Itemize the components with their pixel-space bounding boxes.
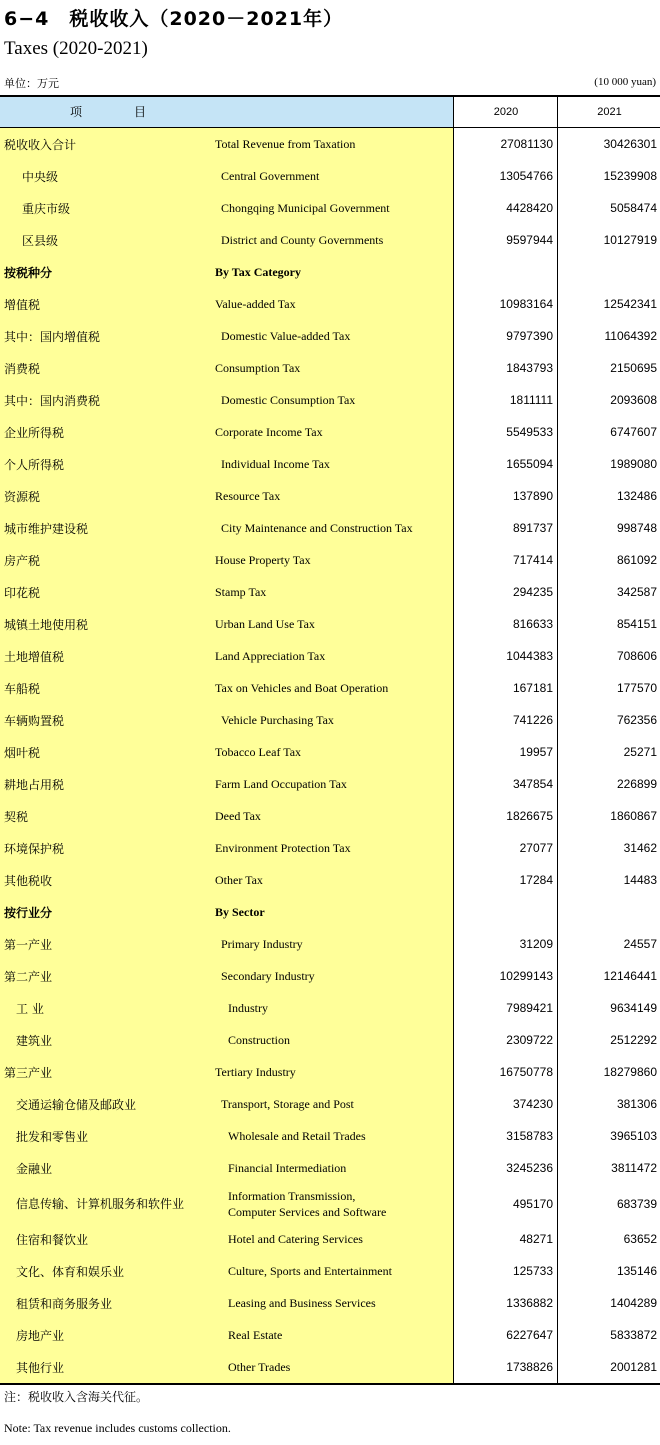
row-label-en: Stamp Tax [215, 585, 267, 599]
table-row [0, 704, 660, 736]
table-row [0, 1088, 660, 1120]
value-2020: 741226 [512, 713, 553, 727]
value-2021: 381306 [616, 1097, 657, 1111]
row-label-zh: 第二产业 [4, 969, 53, 984]
row-label-en: Deed Tax [215, 809, 261, 823]
table-row [0, 1184, 660, 1223]
row-label-zh: 按税种分 [4, 265, 53, 280]
unit-label-zh: 单位：万元 [4, 77, 59, 90]
header-2020: 2020 [453, 97, 558, 127]
table-row [0, 1120, 660, 1152]
row-label-zh: 烟叶税 [4, 745, 41, 760]
table-row [0, 928, 660, 960]
table-row [0, 320, 660, 352]
row-label-en: Secondary Industry [221, 969, 315, 983]
value-2020: 10299143 [499, 969, 553, 983]
table-row [0, 576, 660, 608]
value-2021: 861092 [616, 553, 657, 567]
row-label-en: Transport, Storage and Post [221, 1097, 354, 1111]
table-row [0, 640, 660, 672]
row-label-zh: 第一产业 [4, 937, 53, 952]
table-row [0, 192, 660, 224]
value-2020: 9597944 [506, 233, 553, 247]
value-2020: 374230 [512, 1097, 553, 1111]
value-2020: 9797390 [506, 329, 553, 343]
table-body [0, 128, 660, 1383]
value-2020: 167181 [512, 681, 553, 695]
row-label-en: City Maintenance and Construction Tax [221, 521, 413, 535]
row-label-zh: 其中：国内增值税 [4, 329, 101, 344]
value-2020: 495170 [512, 1196, 553, 1211]
page-title: 6−4 税收收入（2020－2021年） [4, 8, 344, 30]
row-label-en: Domestic Consumption Tax [221, 393, 356, 407]
value-2020: 1336882 [506, 1296, 553, 1310]
row-label-zh: 批发和零售业 [16, 1129, 89, 1144]
value-2021: 1989080 [610, 457, 657, 471]
row-label-zh: 第三产业 [4, 1065, 53, 1080]
row-label-en: Other Tax [215, 873, 263, 887]
tax-table [0, 95, 660, 1385]
table-row [0, 1255, 660, 1287]
value-2021: 24557 [623, 937, 657, 951]
row-label-en: Culture, Sports and Entertainment [228, 1264, 392, 1278]
value-2021: 31462 [623, 841, 657, 855]
table-header [0, 97, 660, 128]
row-label-en: Tobacco Leaf Tax [215, 745, 302, 759]
value-2021: 2001281 [610, 1360, 657, 1374]
table-row [0, 672, 660, 704]
value-2021: 18279860 [603, 1065, 657, 1079]
row-label-zh: 环境保护税 [4, 841, 65, 856]
row-label-zh: 车船税 [4, 681, 41, 696]
table-row [0, 768, 660, 800]
value-2020: 31209 [519, 937, 553, 951]
value-2021: 998748 [616, 521, 657, 535]
row-label-zh: 住宿和餐饮业 [16, 1232, 89, 1247]
value-2021: 14483 [623, 873, 657, 887]
value-2021: 683739 [616, 1196, 657, 1211]
table-row [0, 992, 660, 1024]
unit-label-en: (10 000 yuan) [594, 76, 656, 88]
value-2021: 2150695 [610, 361, 657, 375]
row-label-zh: 企业所得税 [4, 425, 65, 440]
row-label-en: Tertiary Industry [215, 1065, 296, 1079]
value-2020: 1826675 [506, 809, 553, 823]
row-label-en: Individual Income Tax [221, 457, 330, 471]
row-label-en: Corporate Income Tax [215, 425, 323, 439]
row-label-zh: 文化、体育和娱乐业 [16, 1264, 125, 1279]
value-2021: 25271 [623, 745, 657, 759]
value-2020: 7989421 [506, 1001, 553, 1015]
row-label-en: Environment Protection Tax [215, 841, 351, 855]
value-2020: 17284 [519, 873, 553, 887]
row-label-en: Hotel and Catering Services [228, 1232, 363, 1246]
row-label-en: Real Estate [228, 1328, 283, 1342]
header-item [0, 97, 453, 127]
row-label-zh: 资源税 [4, 489, 41, 504]
row-label-zh: 城市维护建设税 [4, 521, 89, 536]
row-label-zh: 印花税 [4, 585, 41, 600]
row-label-en: By Tax Category [215, 265, 302, 279]
value-2020: 1655094 [506, 457, 553, 471]
row-label-en: By Sector [215, 905, 265, 919]
row-label-zh: 车辆购置税 [4, 713, 65, 728]
value-2020: 27077 [519, 841, 553, 855]
row-label-en: Primary Industry [221, 937, 303, 951]
table-row [0, 544, 660, 576]
row-label-en: Total Revenue from Taxation [215, 137, 356, 151]
value-2021: 2093608 [610, 393, 657, 407]
table-row [0, 896, 660, 928]
value-2020 [453, 256, 553, 288]
value-2021: 3811472 [611, 1161, 657, 1175]
value-2021: 30426301 [603, 137, 657, 151]
table-row [0, 1152, 660, 1184]
table-row [0, 1056, 660, 1088]
header-2021: 2021 [557, 97, 660, 127]
table-row [0, 416, 660, 448]
value-2021: 854151 [616, 617, 657, 631]
value-2020: 125733 [512, 1264, 553, 1278]
row-label-zh: 其中：国内消费税 [4, 393, 101, 408]
row-label-en: Industry [228, 1001, 268, 1015]
value-2020: 891737 [512, 521, 553, 535]
row-label-en: Urban Land Use Tax [215, 617, 315, 631]
value-2021: 5058474 [610, 201, 657, 215]
table-row [0, 1223, 660, 1255]
table-row [0, 1351, 660, 1383]
table-row [0, 800, 660, 832]
row-label-en: Farm Land Occupation Tax [215, 777, 347, 791]
row-label-zh: 交通运输仓储及邮政业 [16, 1097, 137, 1112]
value-2020: 816633 [512, 617, 553, 631]
row-label-zh: 其他税收 [4, 873, 53, 888]
table-row [0, 384, 660, 416]
value-2020: 1044383 [506, 649, 553, 663]
row-label-zh: 房地产业 [16, 1328, 65, 1343]
value-2021: 177570 [616, 681, 657, 695]
value-2020: 5549533 [506, 425, 553, 439]
table-row [0, 1024, 660, 1056]
value-2021: 132486 [616, 489, 657, 503]
row-label-en: Information Transmission, Computer Services and Software [228, 1188, 387, 1219]
table-row [0, 128, 660, 160]
row-label-zh: 建筑业 [16, 1033, 53, 1048]
row-label-zh: 个人所得税 [4, 457, 65, 472]
value-2021: 1404289 [610, 1296, 657, 1310]
value-2020: 1843793 [506, 361, 553, 375]
table-row [0, 864, 660, 896]
value-2020: 19957 [519, 745, 553, 759]
value-2021: 708606 [616, 649, 657, 663]
value-2020: 717414 [512, 553, 553, 567]
value-2021: 342587 [616, 585, 657, 599]
value-2020: 137890 [512, 489, 553, 503]
footnote-en: Note: Tax revenue includes customs collection. [4, 1421, 231, 1435]
value-2021: 135146 [616, 1264, 657, 1278]
value-2021: 9634149 [610, 1001, 657, 1015]
row-label-zh: 重庆市级 [22, 201, 71, 216]
row-label-en: Vehicle Purchasing Tax [221, 713, 334, 727]
value-2021: 12542341 [603, 297, 657, 311]
row-label-zh: 房产税 [4, 553, 41, 568]
row-label-en: Central Government [221, 169, 320, 183]
table-row [0, 736, 660, 768]
row-label-zh: 契税 [4, 809, 29, 824]
value-2021: 226899 [616, 777, 657, 791]
row-label-zh: 其他行业 [16, 1360, 65, 1375]
header-item-char-2: 目 [134, 105, 147, 119]
row-label-zh: 中央级 [22, 169, 59, 184]
value-2020: 16750778 [499, 1065, 553, 1079]
table-row [0, 480, 660, 512]
value-2020: 6227647 [506, 1328, 553, 1342]
table-row [0, 288, 660, 320]
value-2020: 3158783 [506, 1129, 553, 1143]
page-subtitle: Taxes (2020-2021) [4, 38, 148, 59]
table-row [0, 608, 660, 640]
table-row [0, 960, 660, 992]
footnote-zh: 注：税收收入含海关代征。 [4, 1390, 149, 1404]
row-label-en: Value-added Tax [215, 297, 296, 311]
value-2021: 11064392 [604, 329, 657, 343]
value-2020: 1738826 [506, 1360, 553, 1374]
value-2021: 6747607 [610, 425, 657, 439]
table-row [0, 224, 660, 256]
value-2020: 10983164 [499, 297, 553, 311]
row-label-zh: 金融业 [16, 1161, 53, 1176]
row-label-zh: 土地增值税 [4, 649, 65, 664]
row-label-en: Wholesale and Retail Trades [228, 1129, 366, 1143]
row-label-en: Resource Tax [215, 489, 281, 503]
value-2020 [453, 896, 553, 928]
table-row [0, 160, 660, 192]
table-row [0, 512, 660, 544]
row-label-en: Chongqing Municipal Government [221, 201, 390, 215]
value-2021: 1860867 [610, 809, 657, 823]
table-row [0, 832, 660, 864]
value-2020: 27081130 [500, 137, 553, 151]
row-label-en: Other Trades [228, 1360, 291, 1374]
value-2020: 2309722 [506, 1033, 553, 1047]
value-2020: 48271 [519, 1232, 553, 1246]
row-label-en: Land Appreciation Tax [215, 649, 326, 663]
row-label-en: Leasing and Business Services [228, 1296, 376, 1310]
table-row [0, 256, 660, 288]
row-label-zh: 增值税 [4, 297, 41, 312]
row-label-zh: 区县级 [22, 233, 59, 248]
value-2020: 347854 [512, 777, 553, 791]
row-label-zh: 耕地占用税 [4, 777, 65, 792]
row-label-zh: 按行业分 [4, 905, 53, 920]
table-row [0, 448, 660, 480]
row-label-en: District and County Governments [221, 233, 384, 247]
value-2021: 15239908 [603, 169, 657, 183]
row-label-en: House Property Tax [215, 553, 311, 567]
value-2020: 294235 [512, 585, 553, 599]
value-2021: 12146441 [603, 969, 657, 983]
row-label-zh: 税收收入合计 [4, 137, 77, 152]
value-2021: 10127919 [603, 233, 657, 247]
value-2020: 4428420 [506, 201, 553, 215]
table-row [0, 352, 660, 384]
value-2020: 1811111 [509, 393, 553, 407]
row-label-zh: 工 业 [16, 1001, 44, 1016]
value-2021: 762356 [616, 713, 657, 727]
value-2021 [557, 896, 657, 928]
row-label-zh: 城镇土地使用税 [4, 617, 89, 632]
header-item-char-1: 项 [70, 105, 83, 119]
value-2020: 3245236 [506, 1161, 553, 1175]
value-2021: 3965103 [610, 1129, 657, 1143]
value-2020: 13054766 [499, 169, 553, 183]
table-row [0, 1287, 660, 1319]
value-2021 [557, 256, 657, 288]
table-row [0, 1319, 660, 1351]
row-label-zh: 消费税 [4, 361, 41, 376]
row-label-en: Domestic Value-added Tax [221, 329, 351, 343]
row-label-en: Construction [228, 1033, 290, 1047]
row-label-en: Consumption Tax [215, 361, 301, 375]
row-label-en: Tax on Vehicles and Boat Operation [215, 681, 389, 695]
row-label-zh: 信息传输、计算机服务和软件业 [16, 1197, 185, 1211]
value-2021: 5833872 [610, 1328, 657, 1342]
row-label-en: Financial Intermediation [228, 1161, 347, 1175]
row-label-zh: 租赁和商务服务业 [16, 1296, 113, 1311]
value-2021: 2512292 [610, 1033, 657, 1047]
value-2021: 63652 [623, 1232, 657, 1246]
